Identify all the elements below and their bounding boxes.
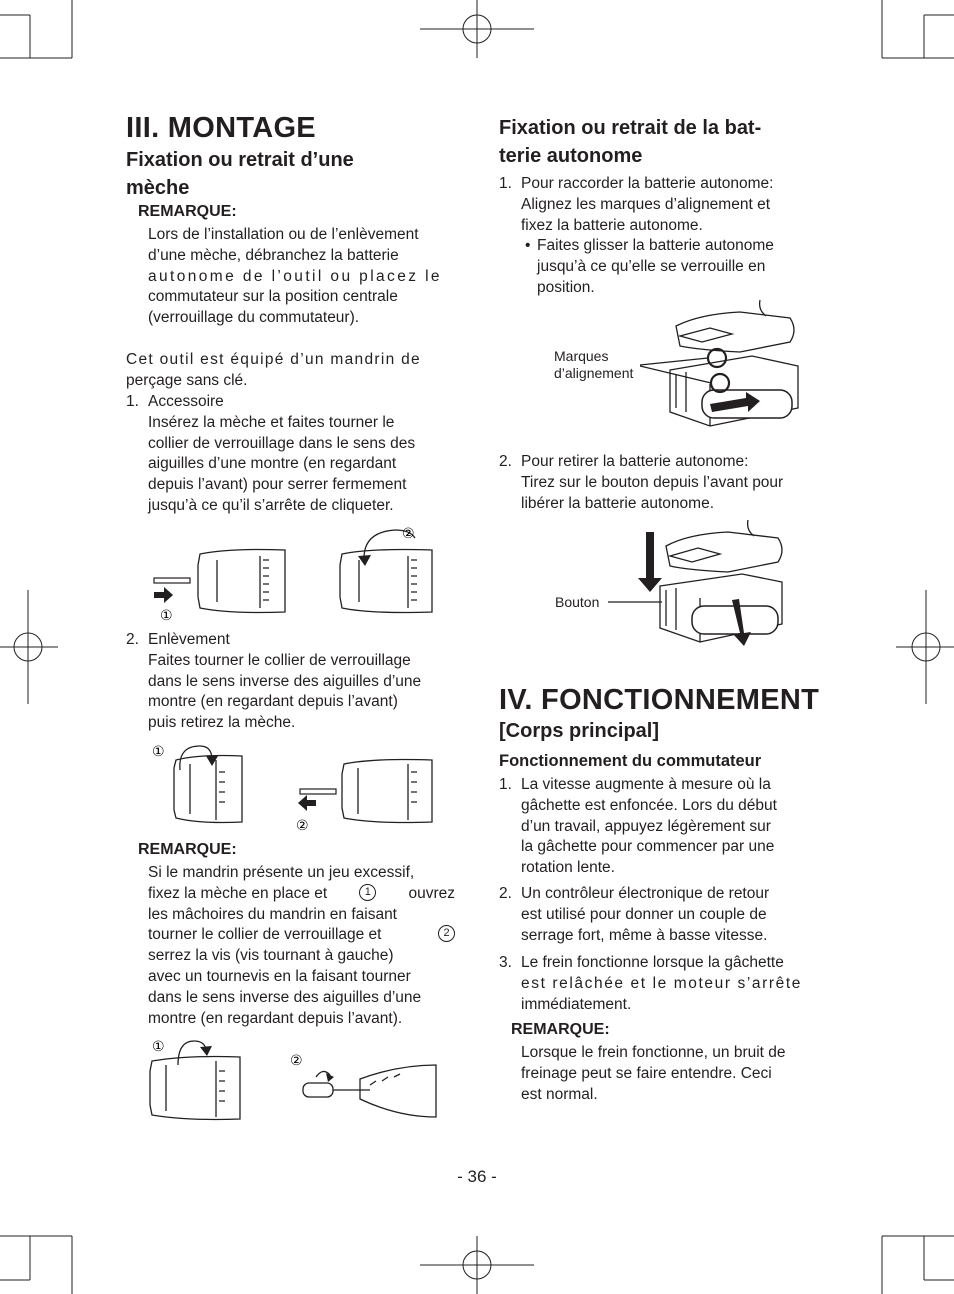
page-number: - 36 - [457, 1167, 497, 1186]
label-button: Bouton [555, 594, 600, 610]
chuck-icon [150, 1057, 240, 1120]
figure-attach-battery [640, 300, 810, 430]
chuck-cutaway-icon [360, 1065, 436, 1117]
section-title-montage: III. MONTAGE [126, 112, 316, 144]
chuck-rotated-icon [340, 550, 432, 613]
chuck-icon [342, 760, 432, 823]
figure-remove-battery [608, 520, 788, 650]
circled-marker-1: 1 [359, 884, 376, 901]
remark-text: Si le mandrin présente un jeu excessif, fixez la mèche en place et 1 ouvrez les mâchoires du mandrin en faisant tourner le collier de verrouillage et 2 serrez la vis (vis tournant à gauche) avec un tournevis en la faisant tourner dans le sens inverse des aiguilles d’une montre (en regardant depuis l’avant). [148, 864, 455, 1027]
marker-1: ① [152, 744, 165, 760]
figure-loosen-screw [148, 1035, 448, 1125]
marker-2: ② [402, 526, 415, 542]
leader-line [640, 358, 708, 365]
arrow-right-icon [154, 587, 173, 603]
step-accessoire: 1. Accessoire Insérez la mèche et faites tourner le collier de verrouillage dans le sens des aiguilles d’une montre (en regardant depuis l’avant) pour serrer fermement jusqu’à ce qu’il s’arrête de cliqueter. [126, 393, 416, 514]
figure-remove-bit [150, 740, 450, 835]
tool-body-icon [666, 520, 782, 572]
switch-item-1: 1. La vitesse augmente à mesure où la gâchette est enfoncée. Lors du début d’un travail, appuyez légèrement sur la gâchette pour commencer par une rotation lente. [499, 776, 777, 877]
step-enlevement: 2. Enlèvement Faites tourner le collier de verrouillage dans le sens inverse des aiguilles d’une montre (en regardant depuis l’avant) puis retirez la mèche. [126, 631, 422, 732]
intro-text: Cet outil est équipé d’un mandrin de perçage sans clé. [126, 351, 421, 389]
battery-step-attach: 1. Pour raccorder la batterie autonome: Alignez les marques d’alignement et fixez la batterie autonome. • Faites glisser la batterie autonome jusqu’à ce qu’elle se verrouille en position. [499, 175, 774, 296]
drill-bit-icon [300, 789, 336, 794]
label-alignment-marks: Marques d’alignement [554, 348, 634, 381]
subsection-title-main-body: [Corps principal] [499, 720, 660, 742]
tool-body-icon [676, 300, 794, 352]
figure-insert-bit [150, 520, 450, 625]
chuck-icon [174, 756, 242, 823]
circled-marker-2: 2 [438, 925, 455, 942]
arrow-down-icon [638, 532, 662, 592]
switch-item-3: 3. Le frein fonctionne lorsque la gâchette est relâchée et le moteur s’arrête immédiatement. [499, 954, 802, 1013]
subsection-title-bit: Fixation ou retrait d’une mèche [126, 149, 354, 199]
battery-title: Fixation ou retrait de la bat- terie autonome [499, 117, 762, 167]
drill-bit-icon [154, 578, 190, 583]
rotate-arrow-icon [178, 1041, 212, 1065]
battery-pack-icon [660, 574, 782, 642]
arrow-left-icon [298, 795, 316, 811]
marker-1: ① [160, 608, 173, 624]
remark-label: REMARQUE: [138, 841, 237, 858]
remark-label: REMARQUE: [138, 203, 237, 220]
marker-2: ② [290, 1053, 303, 1069]
marker-1: ① [152, 1039, 165, 1055]
alignment-mark-icon [708, 349, 726, 367]
section-title-fonctionnement: IV. FONCTIONNEMENT [499, 684, 820, 716]
battery-step-remove: 2. Pour retirer la batterie autonome: Tirez sur le bouton depuis l’avant pour libérer la batterie autonome. [499, 453, 784, 512]
marker-2: ② [296, 818, 309, 834]
heading-switch-operation: Fonctionnement du commutateur [499, 752, 762, 770]
chuck-icon [198, 550, 285, 613]
remark-label: REMARQUE: [511, 1021, 610, 1038]
battery-pack-icon [670, 356, 798, 426]
remark-text: Lors de l’installation ou de l’enlèvement d’une mèche, débranchez la batterie autonome de l’outil ou placez le commutateur sur la position centrale (verrouillage du commutateur). [148, 226, 442, 327]
switch-item-2: 2. Un contrôleur électronique de retour est utilisé pour donner un couple de serrage fort, même à basse vitesse. [499, 885, 770, 944]
remark-text: Lorsque le frein fonctionne, un bruit de freinage peut se faire entendre. Ceci est normal. [521, 1044, 786, 1103]
